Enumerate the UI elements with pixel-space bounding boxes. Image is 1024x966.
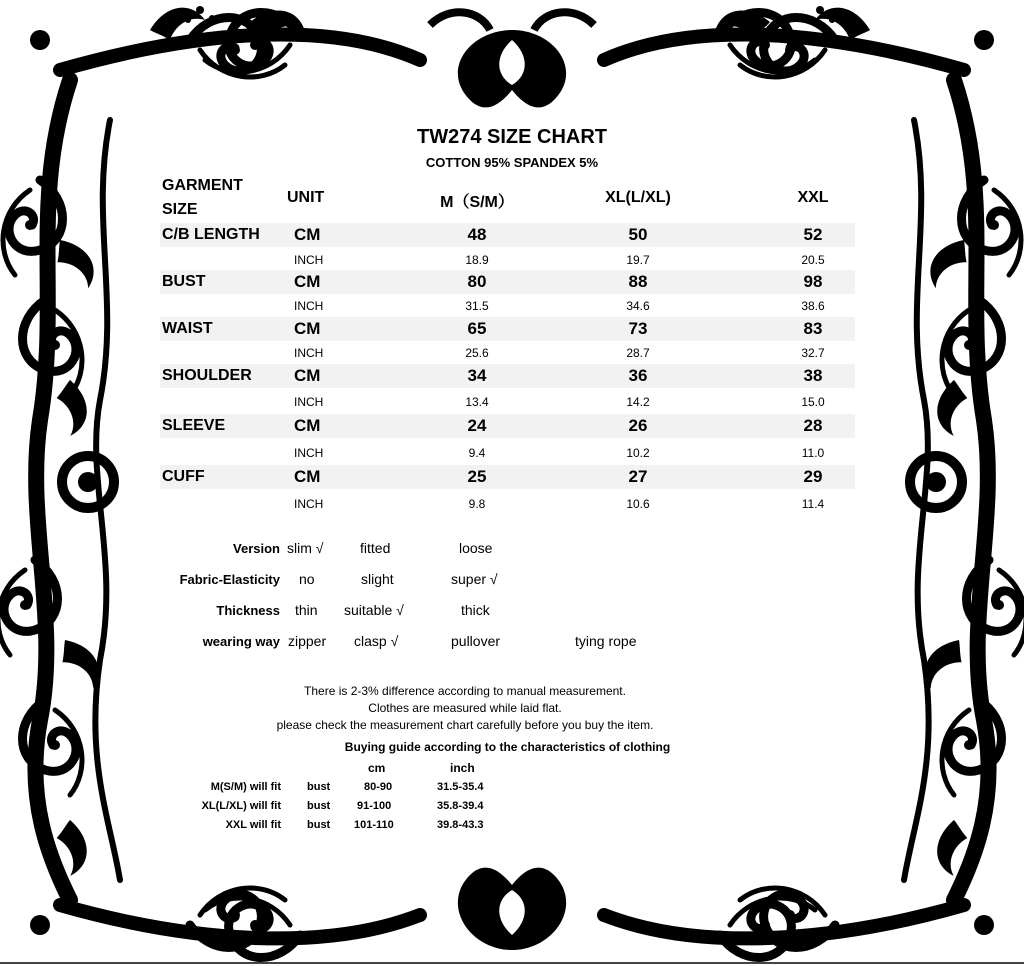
table-row-inch (160, 343, 855, 363)
guide-col-inch: inch (450, 761, 475, 775)
table-row-inch (160, 296, 855, 316)
unit-inch: INCH (294, 346, 324, 360)
unit-cm: CM (294, 366, 321, 385)
value-cm: 80 (467, 272, 487, 291)
table-row-cm (160, 465, 855, 489)
table-row-cm (160, 364, 855, 388)
option-value: zipper (288, 633, 327, 649)
table-row-cm (160, 223, 855, 247)
value-cm: 98 (803, 272, 823, 291)
header-size-m: M（S/M） (440, 194, 514, 211)
row-label: CUFF (162, 468, 205, 485)
value-inch: 18.9 (465, 253, 489, 267)
table-row-inch (160, 494, 855, 514)
header-size-xl: XL(L/XL) (605, 189, 671, 206)
value-cm: 52 (803, 225, 823, 244)
value-inch: 28.7 (626, 346, 650, 360)
option-label-elasticity: Fabric-Elasticity (179, 572, 280, 587)
option-label-wearing-way: wearing way (202, 634, 280, 649)
bottom-rule (0, 962, 1024, 964)
row-label: SHOULDER (162, 367, 252, 384)
size-table-header (160, 175, 855, 223)
option-value: fitted (360, 540, 391, 556)
guide-inch: 31.5-35.4 (437, 781, 484, 793)
value-inch: 20.5 (801, 253, 825, 267)
header-size-xxl: XXL (797, 189, 829, 206)
value-cm: 25 (467, 467, 487, 486)
value-cm: 36 (628, 366, 648, 385)
note-line: please check the measurement chart carefully before you buy the item. (276, 718, 654, 732)
value-inch: 31.5 (465, 299, 489, 313)
unit-inch: INCH (294, 446, 324, 460)
frame-right (904, 80, 1024, 900)
value-inch: 11.0 (801, 446, 825, 460)
row-label: WAIST (162, 320, 213, 337)
value-cm: 27 (628, 467, 648, 486)
header-unit: UNIT (287, 189, 325, 206)
unit-inch: INCH (294, 497, 324, 511)
value-inch: 14.2 (626, 395, 650, 409)
note-line: Clothes are measured while laid flat. (368, 701, 562, 715)
guide-cm: 80-90 (364, 781, 393, 793)
unit-inch: INCH (294, 395, 324, 409)
option-value: slim √ (287, 540, 324, 556)
value-inch: 10.2 (626, 446, 650, 460)
option-value: super √ (451, 571, 498, 587)
guide-part: bust (307, 800, 331, 812)
option-value: slight (361, 571, 394, 587)
value-inch: 15.0 (801, 395, 825, 409)
value-cm: 24 (467, 416, 487, 435)
table-row-cm (160, 270, 855, 294)
value-inch: 10.6 (626, 497, 650, 511)
option-value: pullover (451, 633, 501, 649)
unit-cm: CM (294, 225, 321, 244)
header-size: SIZE (162, 201, 198, 218)
guide-inch: 39.8-43.3 (437, 819, 484, 831)
chart-subtitle: COTTON 95% SPANDEX 5% (425, 155, 599, 170)
value-cm: 34 (467, 366, 487, 385)
unit-inch: INCH (294, 299, 324, 313)
value-inch: 13.4 (465, 395, 489, 409)
guide-title: Buying guide according to the characteristics of clothing (344, 740, 671, 754)
header-garment: GARMENT (162, 177, 243, 194)
guide-col-cm: cm (368, 761, 386, 775)
value-cm: 38 (803, 366, 823, 385)
option-value: thin (295, 602, 318, 618)
guide-fit: XXL will fit (225, 819, 281, 831)
value-cm: 28 (803, 416, 823, 435)
guide-fit: M(S/M) will fit (210, 781, 281, 793)
option-value: tying rope (575, 633, 637, 649)
value-inch: 19.7 (626, 253, 650, 267)
guide-inch: 35.8-39.4 (437, 800, 484, 812)
value-cm: 65 (467, 319, 487, 338)
value-inch: 9.4 (468, 446, 486, 460)
option-label-thickness: Thickness (216, 603, 280, 618)
chart-title: TW274 SIZE CHART (416, 126, 608, 148)
guide-fit: XL(L/XL) will fit (201, 800, 281, 812)
option-value: no (299, 571, 315, 587)
value-inch: 25.6 (465, 346, 489, 360)
value-cm: 48 (467, 225, 487, 244)
option-value: loose (459, 540, 493, 556)
value-inch: 11.4 (801, 497, 825, 511)
value-cm: 29 (803, 467, 823, 486)
table-row-inch (160, 250, 855, 270)
table-row-inch (160, 392, 855, 412)
option-value: thick (461, 602, 490, 618)
guide-cm: 101-110 (354, 819, 394, 831)
value-inch: 9.8 (468, 497, 486, 511)
option-value: clasp √ (354, 633, 399, 649)
value-cm: 83 (803, 319, 823, 338)
frame-bottom (60, 868, 964, 958)
guide-part: bust (307, 819, 331, 831)
table-row-inch (160, 443, 855, 463)
option-value: suitable √ (344, 602, 404, 618)
value-cm: 26 (628, 416, 648, 435)
value-cm: 73 (628, 319, 648, 338)
frame-top (60, 1, 964, 107)
table-row-cm (160, 317, 855, 341)
frame-left (0, 80, 120, 900)
guide-cm: 91-100 (357, 800, 392, 812)
row-label: SLEEVE (162, 417, 226, 434)
value-inch: 32.7 (801, 346, 825, 360)
value-inch: 38.6 (801, 299, 825, 313)
guide-part: bust (307, 781, 331, 793)
value-cm: 50 (628, 225, 648, 244)
note-line: There is 2-3% difference according to manual measurement. (304, 684, 626, 698)
table-row-cm (160, 414, 855, 438)
unit-inch: INCH (294, 253, 324, 267)
value-cm: 88 (628, 272, 648, 291)
unit-cm: CM (294, 272, 321, 291)
value-inch: 34.6 (626, 299, 650, 313)
row-label: C/B LENGTH (162, 226, 260, 243)
option-label-version: Version (233, 541, 280, 556)
unit-cm: CM (294, 319, 321, 338)
row-label: BUST (162, 273, 206, 290)
unit-cm: CM (294, 467, 321, 486)
unit-cm: CM (294, 416, 321, 435)
